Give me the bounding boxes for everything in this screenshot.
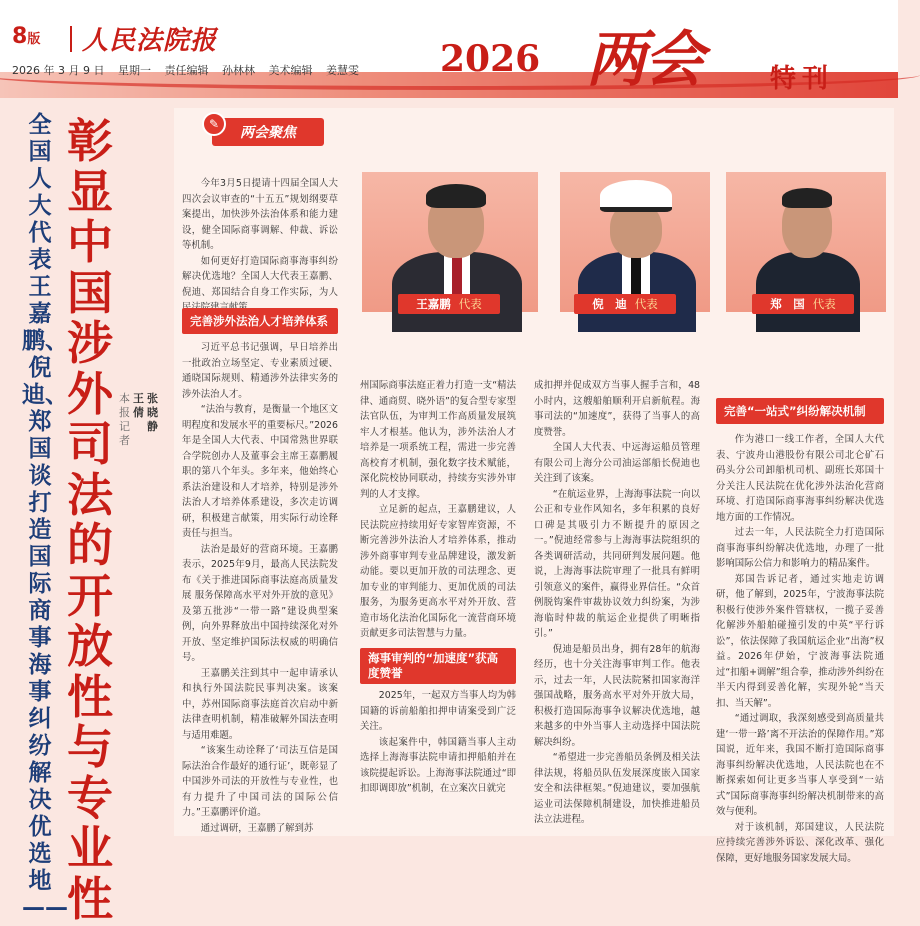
issue-date: 2026 年 3 月 9 日: [12, 64, 105, 77]
captain-cap-shape: [600, 180, 672, 212]
body-paragraph: “该案生动诠释了‘司法互信是国际法治合作最好的通行证’，既彰显了中国涉外司法的开放性与专业性，也有力提升了中国司法的国际公信力。”王嘉鹏评价道。: [182, 745, 338, 818]
byline-reporter-2: 张晓静: [147, 392, 158, 433]
delegate-role: 代表: [812, 297, 836, 311]
editor-name: 孙林林: [221, 64, 255, 77]
body-paragraph: 全国人大代表、中远海运船员管理有限公司上海分公司油运部船长倪迪也关注到了该案。: [534, 442, 700, 484]
delegate-name: 王嘉鹏: [416, 297, 451, 311]
column-b-text: [360, 378, 516, 642]
body-paragraph: 倪迪是船员出身，拥有28年的航海经历，也十分关注海事审判工作。他表示，过去一年，人民法院紧扣国家海洋强国战略，服务高水平对外开放大局，积极打造国际海事争议解决优选地，越来越多的中外当事人主动选择中国法院解决纠纷。: [534, 643, 700, 748]
intro-paragraph: 如何更好打造国际商事海事纠纷解决优选地？全国人大代表王嘉鹏、倪迪、郑国结合自身工作实际，为人: [182, 255, 338, 298]
section1-text: [182, 340, 338, 836]
delegate-caption: [398, 294, 500, 314]
intro-paragraph: 今年3月5日提请十四届全国人大四次会议审查的“十五五”规划纲要草案提出，加快涉外法治体系和能力建设，健全国际商事调解、仲裁、诉讼等机制。: [182, 178, 338, 251]
delegate-name: 郑 国: [770, 297, 805, 311]
topic-tag: [208, 117, 324, 146]
portrait-ni-di: [560, 172, 710, 312]
byline-reporter-1: 王 倩: [133, 392, 144, 419]
column-c-text: [534, 378, 700, 828]
section3-text: [716, 432, 884, 866]
hair-shape: [782, 188, 832, 208]
body-paragraph: 成扣押并促成双方当事人握手言和，48小时内，这艘船舶顺利开启新航程。海事司法的“加速度”，获得了当事人的高度赞誉。: [534, 380, 700, 438]
intro-text: [182, 176, 338, 316]
issue-meta: [12, 62, 369, 78]
body-paragraph: 过去一年，人民法院全力打造国际商事海事纠纷解决优选地，办理了一批影响国际公信力和影响力的精品案件。: [716, 527, 884, 569]
delegate-caption: [752, 294, 854, 314]
hair-shape: [426, 184, 486, 208]
section-heading-one-stop: 完善“一站式”纠纷解决机制: [716, 398, 884, 424]
portrait-wang-jiapeng: [362, 172, 538, 312]
body-paragraph: “通过调取，我深刻感受到高质量共建‘一带一路’离不开法治的保障作用。”郑国说，近年来，我国不断打造国际商事海事纠纷解决优选地，人民法院也在不断探索如何让更多当事人享受到“一站式”国际商事海事纠纷解决机制带来的高效与便利。: [716, 713, 884, 817]
workwear-shape: [756, 252, 860, 332]
issue-weekday: 星期一: [117, 64, 151, 77]
body-paragraph: 王嘉鹏关注到其中一起申请承认和执行外国法院民事判决案。该案中，苏州国际商事法庭首次启动中新法律查明机制，精准破解外国法查明与适用难题。: [182, 667, 338, 741]
newspaper-name: 人民法院报: [82, 26, 218, 56]
page-header: [0, 0, 898, 96]
delegate-role: 代表: [634, 297, 658, 311]
body-paragraph: “希望进一步完善船员条例及相关法律法规，将船员队伍发展深度嵌入国家安全和法律框架。”倪迪建议，要加强航运业司法保障机制建设，加快推进船员法立法进程。: [534, 752, 700, 825]
page-number: 8版: [12, 24, 41, 49]
delegate-role: 代表: [458, 297, 482, 311]
body-paragraph: 立足新的起点，王嘉鹏建议，人民法院应持续用好专家智库资源，不断完善涉外法治人才培养体系，推动涉外商事审判专业品牌建设，激发新动能。要以更加开放的司法理念、更加专业的审判能力、更加优质的司法服务，为服务更高水平对外开放、营造市场化法治化国际化一流营商环境贡献更多司法智慧与力量。: [360, 504, 516, 639]
header-divider: [70, 26, 72, 52]
section-heading-talent: 完善涉外法治人才培养体系: [182, 308, 338, 334]
body-paragraph: 州国际商事法庭正着力打造一支“精法律、通商贸、晓外语”的复合型专家型法官队伍，为审判工作高质量发展筑牢人才根基。他认为，涉外法治人才培养是一项系统工程，需进一步完善高校育才机制，强化数字技术赋能，深化院校协同联动，持续夯实涉外审判的人才支撑。: [360, 380, 516, 500]
byline-label: 本报记者: [119, 392, 130, 447]
body-paragraph: 2025年，一起双方当事人均为韩国籍的诉前船舶扣押申请案受到广泛关注。: [360, 690, 516, 732]
section2-text: [360, 688, 516, 797]
body-paragraph: 该起案件中，韩国籍当事人主动选择上海海事法院申请扣押船舶并在该院提起诉讼。上海海事法院通过“即扣即调即放”机制，在立案次日就完: [360, 736, 516, 794]
body-paragraph: 习近平总书记强调，早日培养出一批政治立场坚定、专业素质过硬、通晓国际规则、精通涉外法律实务的涉外法治人才。: [182, 342, 338, 400]
special-title: 两会: [586, 25, 702, 95]
art-editor-label: 美术编辑: [268, 64, 313, 77]
body-paragraph: 对于该机制，郑国建议，人民法院应持续完善涉外诉讼、深化改革、强化保障，更好地服务国家发展大局。: [716, 821, 884, 864]
section-heading-maritime: 海事审判的“加速度”获高度赞誉: [360, 648, 516, 684]
body-paragraph: “法治与教育，是衡量一个地区文明程度和发展水平的重要标尺。”2026年是全国人大代表、中国常熟世界联合学院创办人及董事会主席王嘉鹏履职的第八个年头。多年来，他始终心系法治建设和人才培养，特别是涉外法治人才培养体系建设，多次走访调研，积极建言献策，用实际行动诠释责任与担当。: [182, 404, 338, 539]
body-paragraph: 通过调研，王嘉鹏了解到苏: [200, 822, 314, 834]
special-subtitle: 特刊: [770, 64, 835, 94]
body-paragraph: 郑国告诉记者，通过实地走访调研，他了解到，2025年，宁波海事法院积极行使涉外案件管辖权，一揽子妥善化解涉外船舶碰撞引发的中英“平行诉讼”，依法保障了我国航运企业“出海”权益。2026年伊始，宁波海事法院通过“扣船+调解”组合拳，推动涉外纠纷在半天内得到妥善化解，实现外轮“当天扣、当天解”。: [716, 573, 884, 709]
art-editor-name: 姜慧雯: [325, 64, 359, 77]
editor-label: 责任编辑: [164, 64, 209, 77]
delegate-caption: [574, 294, 676, 314]
portrait-zheng-guo: [726, 172, 886, 312]
body-paragraph: 作为港口一线工作者，全国人大代表、宁波舟山港股份有限公司北仑矿石码头分公司卸船机司机、副班长郑国十分关注人民法院在优化涉外法治化营商环境、打造国际商事海事纠纷解决优选地方面的工作情况。: [716, 434, 884, 523]
body-paragraph: “在航运业界，上海海事法院一向以公正和专业作风知名，多年积累的良好口碑是其吸引力不断提升的原因之一。”倪迪经常参与上海海事法院组织的各类调研活动，共同研判发展问题。他说，上海海事法院审理了一批具有鲜明引领意义的案件，赢得业界信任。“众首例脱钩案件审裁协议效力纠纷案，为涉海临时仲裁的航运企业提供了明晰指引。”: [534, 488, 700, 639]
delegate-name: 倪 迪: [592, 297, 627, 311]
article-title: 彰显中国涉外司法的开放性与专业性: [67, 114, 113, 926]
body-paragraph: 法治是最好的营商环境。王嘉鹏表示，2025年9月，最高人民法院发布《关于推进国际商事法庭高质量发展 服务保障高水平对外开放的意见》及第五批涉“一带一路”建设典型案例，向外界释放出中国持续深化对外开放、坚定维护国际法权威的明确信号。: [182, 543, 338, 663]
special-year: 2026: [440, 38, 541, 80]
topic-tag-label: 两会聚焦: [240, 125, 296, 141]
pen-icon: ✎: [202, 112, 226, 136]
article-subtitle: 全国人大代表王嘉鹏、倪迪、郑国谈打造国际商事海事纠纷解决优选地——: [22, 112, 68, 921]
